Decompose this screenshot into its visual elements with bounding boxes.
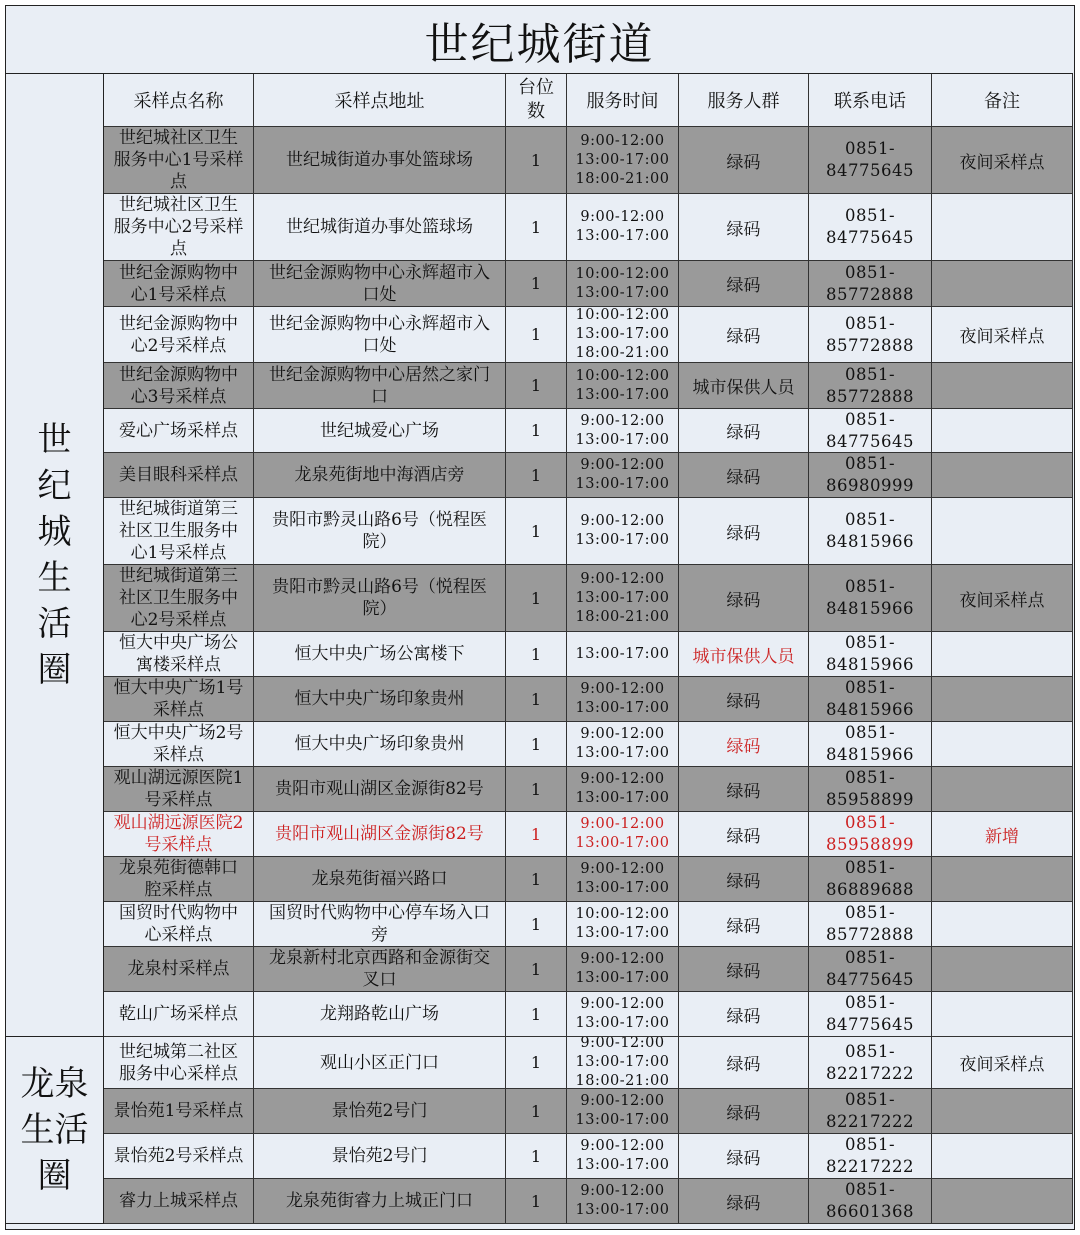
cell-name: 世纪城社区卫生 服务中心2号采样 点 [104,194,254,261]
cell-grp: 绿码 [679,1037,809,1089]
cell-name: 睿力上城采样点 [104,1179,254,1224]
cell-tel: 0851- 86889688 [809,857,932,902]
cell-num: 1 [506,1037,567,1089]
cell-grp: 绿码 [679,1179,809,1224]
cell-time: 9:00-12:00 13:00-17:00 [567,453,679,498]
cell-grp: 绿码 [679,409,809,453]
cell-name: 景怡苑1号采样点 [104,1089,254,1134]
cell-grp: 绿码 [679,453,809,498]
cell-tel: 0851- 86601368 [809,1179,932,1224]
cell-note: 夜间采样点 [932,127,1073,194]
cell-name: 世纪城街道第三 社区卫生服务中 心2号采样点 [104,565,254,632]
cell-name: 龙泉苑街德韩口 腔采样点 [104,857,254,902]
cell-name: 世纪城街道第三 社区卫生服务中 心1号采样点 [104,498,254,565]
cell-name: 世纪金源购物中 心1号采样点 [104,261,254,307]
cell-num: 1 [506,767,567,812]
cell-note: 夜间采样点 [932,565,1073,632]
cell-grp: 绿码 [679,261,809,307]
cell-addr: 世纪城爱心广场 [254,409,506,453]
cell-num: 1 [506,409,567,453]
column-header: 服务人群 [679,74,809,127]
cell-name: 美目眼科采样点 [104,453,254,498]
cell-time: 10:00-12:00 13:00-17:00 [567,363,679,409]
cell-tel: 0851- 85772888 [809,363,932,409]
cell-note [932,1179,1073,1224]
cell-addr: 世纪城街道办事处篮球场 [254,194,506,261]
cell-grp: 绿码 [679,992,809,1037]
cell-addr: 恒大中央广场印象贵州 [254,677,506,722]
cell-tel: 0851- 84775645 [809,992,932,1037]
cell-addr: 贵阳市黔灵山路6号（悦程医 院） [254,565,506,632]
page-title: 世纪城街道 [6,6,1073,74]
cell-grp: 绿码 [679,1089,809,1134]
cell-time: 9:00-12:00 13:00-17:00 [567,677,679,722]
cell-time: 9:00-12:00 13:00-17:00 [567,1134,679,1179]
cell-note [932,363,1073,409]
cell-note: 夜间采样点 [932,1037,1073,1089]
cell-addr: 恒大中央广场公寓楼下 [254,632,506,677]
cell-name: 恒大中央广场2号 采样点 [104,722,254,767]
cell-time: 9:00-12:00 13:00-17:00 [567,947,679,992]
cell-name: 世纪城第二社区 服务中心采样点 [104,1037,254,1089]
cell-num: 1 [506,127,567,194]
cell-name: 爱心广场采样点 [104,409,254,453]
cell-addr: 景怡苑2号门 [254,1134,506,1179]
cell-tel: 0851- 82217222 [809,1037,932,1089]
cell-note [932,1134,1073,1179]
cell-tel: 0851- 84775645 [809,194,932,261]
cell-note [932,722,1073,767]
cell-time: 9:00-12:00 13:00-17:00 [567,812,679,857]
cell-name: 观山湖远源医院1 号采样点 [104,767,254,812]
cell-tel: 0851- 85772888 [809,902,932,947]
column-header: 联系电话 [809,74,932,127]
cell-note [932,632,1073,677]
cell-num: 1 [506,261,567,307]
cell-num: 1 [506,453,567,498]
cell-num: 1 [506,1089,567,1134]
sampling-sites-table [5,5,1075,1230]
cell-grp: 城市保供人员 [679,632,809,677]
cell-time: 10:00-12:00 13:00-17:00 18:00-21:00 [567,307,679,363]
cell-time: 9:00-12:00 13:00-17:00 [567,767,679,812]
cell-name: 龙泉村采样点 [104,947,254,992]
cell-addr: 龙泉新村北京西路和金源街交 叉口 [254,947,506,992]
cell-name: 世纪金源购物中 心2号采样点 [104,307,254,363]
cell-tel: 0851- 86980999 [809,453,932,498]
cell-name: 国贸时代购物中 心采样点 [104,902,254,947]
cell-num: 1 [506,992,567,1037]
column-header: 台位 数 [506,74,567,127]
cell-grp: 绿码 [679,127,809,194]
cell-note [932,261,1073,307]
cell-tel: 0851- 84775645 [809,409,932,453]
cell-addr: 国贸时代购物中心停车场入口 旁 [254,902,506,947]
cell-num: 1 [506,565,567,632]
cell-name: 世纪金源购物中 心3号采样点 [104,363,254,409]
cell-tel: 0851- 84815966 [809,565,932,632]
cell-note [932,498,1073,565]
cell-num: 1 [506,677,567,722]
cell-tel: 0851- 85772888 [809,307,932,363]
group-label-shijicheng: 世 纪 城 生 活 圈 [6,74,104,1037]
cell-time: 13:00-17:00 [567,632,679,677]
cell-grp: 绿码 [679,767,809,812]
cell-name: 观山湖远源医院2 号采样点 [104,812,254,857]
cell-addr: 贵阳市观山湖区金源街82号 [254,812,506,857]
cell-addr: 世纪城街道办事处篮球场 [254,127,506,194]
cell-time: 9:00-12:00 13:00-17:00 18:00-21:00 [567,565,679,632]
cell-num: 1 [506,1134,567,1179]
cell-tel: 0851- 84815966 [809,498,932,565]
cell-addr: 世纪金源购物中心居然之家门 口 [254,363,506,409]
cell-addr: 龙泉苑街福兴路口 [254,857,506,902]
cell-grp: 绿码 [679,947,809,992]
cell-addr: 恒大中央广场印象贵州 [254,722,506,767]
column-header: 采样点名称 [104,74,254,127]
cell-time: 9:00-12:00 13:00-17:00 18:00-21:00 [567,127,679,194]
cell-name: 恒大中央广场公 寓楼采样点 [104,632,254,677]
cell-num: 1 [506,902,567,947]
cell-tel: 0851- 82217222 [809,1089,932,1134]
cell-tel: 0851- 82217222 [809,1134,932,1179]
cell-num: 1 [506,307,567,363]
column-header: 服务时间 [567,74,679,127]
cell-grp: 绿码 [679,307,809,363]
cell-grp: 绿码 [679,812,809,857]
cell-name: 世纪城社区卫生 服务中心1号采样 点 [104,127,254,194]
cell-note [932,453,1073,498]
cell-addr: 龙泉苑街地中海酒店旁 [254,453,506,498]
cell-num: 1 [506,1179,567,1224]
cell-tel: 0851- 85772888 [809,261,932,307]
cell-grp: 绿码 [679,194,809,261]
group-label-longquan: 龙泉 生活 圈 [6,1037,104,1224]
cell-num: 1 [506,947,567,992]
column-header: 采样点地址 [254,74,506,127]
cell-note: 夜间采样点 [932,307,1073,363]
cell-grp: 绿码 [679,565,809,632]
cell-grp: 城市保供人员 [679,363,809,409]
cell-addr: 贵阳市黔灵山路6号（悦程医 院） [254,498,506,565]
cell-note [932,1089,1073,1134]
cell-note [932,767,1073,812]
cell-note: 新增 [932,812,1073,857]
cell-note [932,409,1073,453]
cell-grp: 绿码 [679,722,809,767]
cell-tel: 0851- 85958899 [809,812,932,857]
cell-grp: 绿码 [679,1134,809,1179]
cell-time: 10:00-12:00 13:00-17:00 [567,261,679,307]
cell-num: 1 [506,812,567,857]
cell-addr: 世纪金源购物中心永辉超市入 口处 [254,307,506,363]
cell-note [932,992,1073,1037]
cell-note [932,194,1073,261]
cell-num: 1 [506,632,567,677]
cell-addr: 贵阳市观山湖区金源街82号 [254,767,506,812]
cell-time: 9:00-12:00 13:00-17:00 18:00-21:00 [567,1037,679,1089]
cell-num: 1 [506,498,567,565]
cell-time: 9:00-12:00 13:00-17:00 [567,409,679,453]
cell-time: 9:00-12:00 13:00-17:00 [567,194,679,261]
cell-tel: 0851- 84815966 [809,677,932,722]
cell-addr: 世纪金源购物中心永辉超市入 口处 [254,261,506,307]
cell-tel: 0851- 84775645 [809,127,932,194]
cell-grp: 绿码 [679,498,809,565]
cell-num: 1 [506,194,567,261]
cell-note [932,677,1073,722]
cell-addr: 龙翔路乾山广场 [254,992,506,1037]
cell-time: 9:00-12:00 13:00-17:00 [567,992,679,1037]
cell-tel: 0851- 84815966 [809,722,932,767]
cell-time: 10:00-12:00 13:00-17:00 [567,902,679,947]
cell-addr: 观山小区正门口 [254,1037,506,1089]
cell-time: 9:00-12:00 13:00-17:00 [567,498,679,565]
cell-tel: 0851- 84775645 [809,947,932,992]
cell-addr: 龙泉苑街睿力上城正门口 [254,1179,506,1224]
cell-time: 9:00-12:00 13:00-17:00 [567,1179,679,1224]
cell-time: 9:00-12:00 13:00-17:00 [567,722,679,767]
cell-num: 1 [506,722,567,767]
cell-grp: 绿码 [679,902,809,947]
column-header: 备注 [932,74,1073,127]
cell-time: 9:00-12:00 13:00-17:00 [567,1089,679,1134]
cell-grp: 绿码 [679,857,809,902]
cell-note [932,902,1073,947]
cell-tel: 0851- 85958899 [809,767,932,812]
cell-name: 乾山广场采样点 [104,992,254,1037]
cell-tel: 0851- 84815966 [809,632,932,677]
cell-name: 景怡苑2号采样点 [104,1134,254,1179]
cell-time: 9:00-12:00 13:00-17:00 [567,857,679,902]
cell-addr: 景怡苑2号门 [254,1089,506,1134]
cell-note [932,857,1073,902]
cell-note [932,947,1073,992]
cell-grp: 绿码 [679,677,809,722]
cell-num: 1 [506,857,567,902]
cell-num: 1 [506,363,567,409]
cell-name: 恒大中央广场1号 采样点 [104,677,254,722]
